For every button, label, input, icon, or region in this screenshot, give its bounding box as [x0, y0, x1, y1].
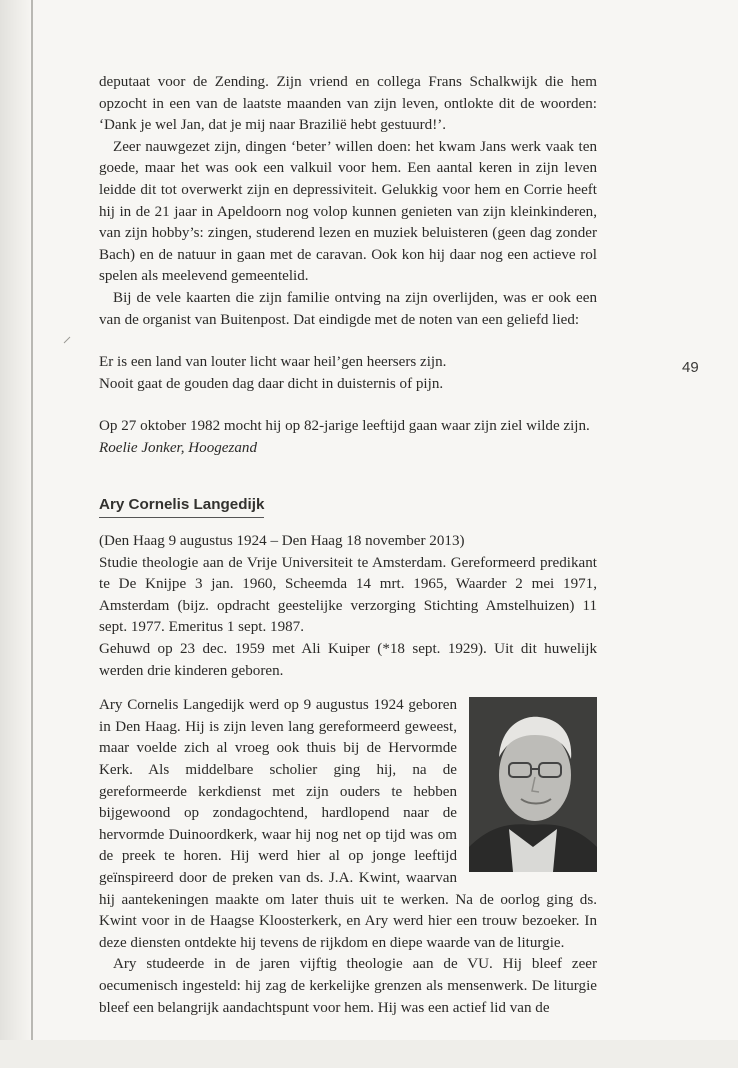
hymn-quote: [99, 352, 597, 395]
spacer: [99, 481, 597, 494]
page-number: 49: [682, 359, 699, 376]
bio-paragraph: Ary Cornelis Langedijk werd op 9 augustus 1924 geboren in Den Haag. Hij is zijn leven lang gereformeerd geweest, maar voelde zich al vroeg ook thuis bij de Hervormde Kerk. Als middelbare scholier ging hij, na de gereformeerde kerkdienst met zijn ouders te hebben bijgewoond op zondagochtend, hardlopend naar de hervormde Duinoordkerk, waar hij nog net op tijd was om de preek te horen. Hij werd hier al op jonge leeftijd geïnspireerd door de preken van ds. J.A. Kwint, waarvan hij aantekeningen maakte om later thuis uit te werken. Na de oorlog ging ds. Kwint voor in de Haagse Kloosterkerk, en Ary werd hier een trouw bezoeker. In deze diensten ontdekte hij tevens de rijkdom en diepe waarde van de liturgie.: [99, 697, 597, 951]
intro-paragraph-2: Zeer nauwgezet zijn, dingen ‘beter’ willen doen: het kwam Jans werk vaak ten goede, maar het was ook een valkuil voor hem. Een aantal keren in zijn leven leidde dit tot overwerkt zijn en depressiviteit. Gelukkig voor hem en Corrie heeft hij in de 21 jaar in Apeldoorn nog volop kunnen genieten van zijn kleinkinderen, van zijn hobby’s: zingen, studerend lezen en muziek beluisteren (geen dag zonder Bach) en de natuur in gaan met de caravan. Ook kon hij daar nog een actieve rol spelen als meelevend gemeentelid.: [99, 138, 597, 285]
signature: Roelie Jonker, Hoogezand: [99, 439, 258, 456]
spacer: [99, 331, 597, 352]
quote-line-2: Nooit gaat de gouden dag daar dicht in duisternis of pijn.: [99, 375, 444, 392]
spacer: [99, 395, 597, 416]
page-body: [99, 72, 597, 1019]
section-heading: Ary Cornelis Langedijk: [99, 494, 264, 519]
study-paragraph: Ary studeerde in de jaren vijftig theologie aan de VU. Hij bleef zeer oecumenisch ingesteld: hij zag de kerkelijke grenzen als mensenwerk. De liturgie bleef een belangrijk aandachtspunt voor hem. Hij was een actief lid van de: [99, 956, 597, 1016]
portrait-photo: [469, 697, 597, 872]
life-dates: (Den Haag 9 augustus 1924 – Den Haag 18 november 2013): [99, 533, 465, 550]
quote-line-1: Er is een land van louter licht waar heil’gen heersers zijn.: [99, 354, 447, 371]
spacer: [99, 682, 597, 695]
intro-paragraph-3: Bij de vele kaarten die zijn familie ontving na zijn overlijden, was er ook een van de organist van Buitenpost. Dat eindigde met de noten van een geliefd lied:: [99, 289, 597, 328]
closing-line: Op 27 oktober 1982 mocht hij op 82-jarige leeftijd gaan waar zijn ziel wilde zijn.: [99, 418, 590, 435]
spacer: [99, 518, 597, 531]
marriage-info: Gehuwd op 23 dec. 1959 met Ali Kuiper (*18 sept. 1929). Uit dit huwelijk werden drie kinderen geboren.: [99, 641, 597, 679]
margin-mark-icon: [63, 336, 71, 344]
career-summary: Studie theologie aan de Vrije Universiteit te Amsterdam. Gereformeerd predikant te De Knijpe 3 jan. 1960, Scheemda 14 mrt. 1965, Waarder 2 mei 1971, Amsterdam (bijz. opdracht geestelijke verzorging Stichting Amstelhuizen) 11 sept. 1977. Emeritus 1 sept. 1987.: [99, 554, 597, 636]
page-bottom-edge: [0, 1040, 738, 1068]
binding-line: [31, 0, 33, 1068]
page-gutter: [0, 0, 30, 1068]
intro-paragraph-1: deputaat voor de Zending. Zijn vriend en collega Frans Schalkwijk die hem opzocht in een van de laatste maanden van zijn leven, ontlokte dit de woorden: ‘Dank je wel Jan, dat je mij naar Brazilië hebt gestuurd!’.: [99, 74, 597, 134]
spacer: [99, 460, 597, 481]
bio-block: [99, 695, 597, 954]
